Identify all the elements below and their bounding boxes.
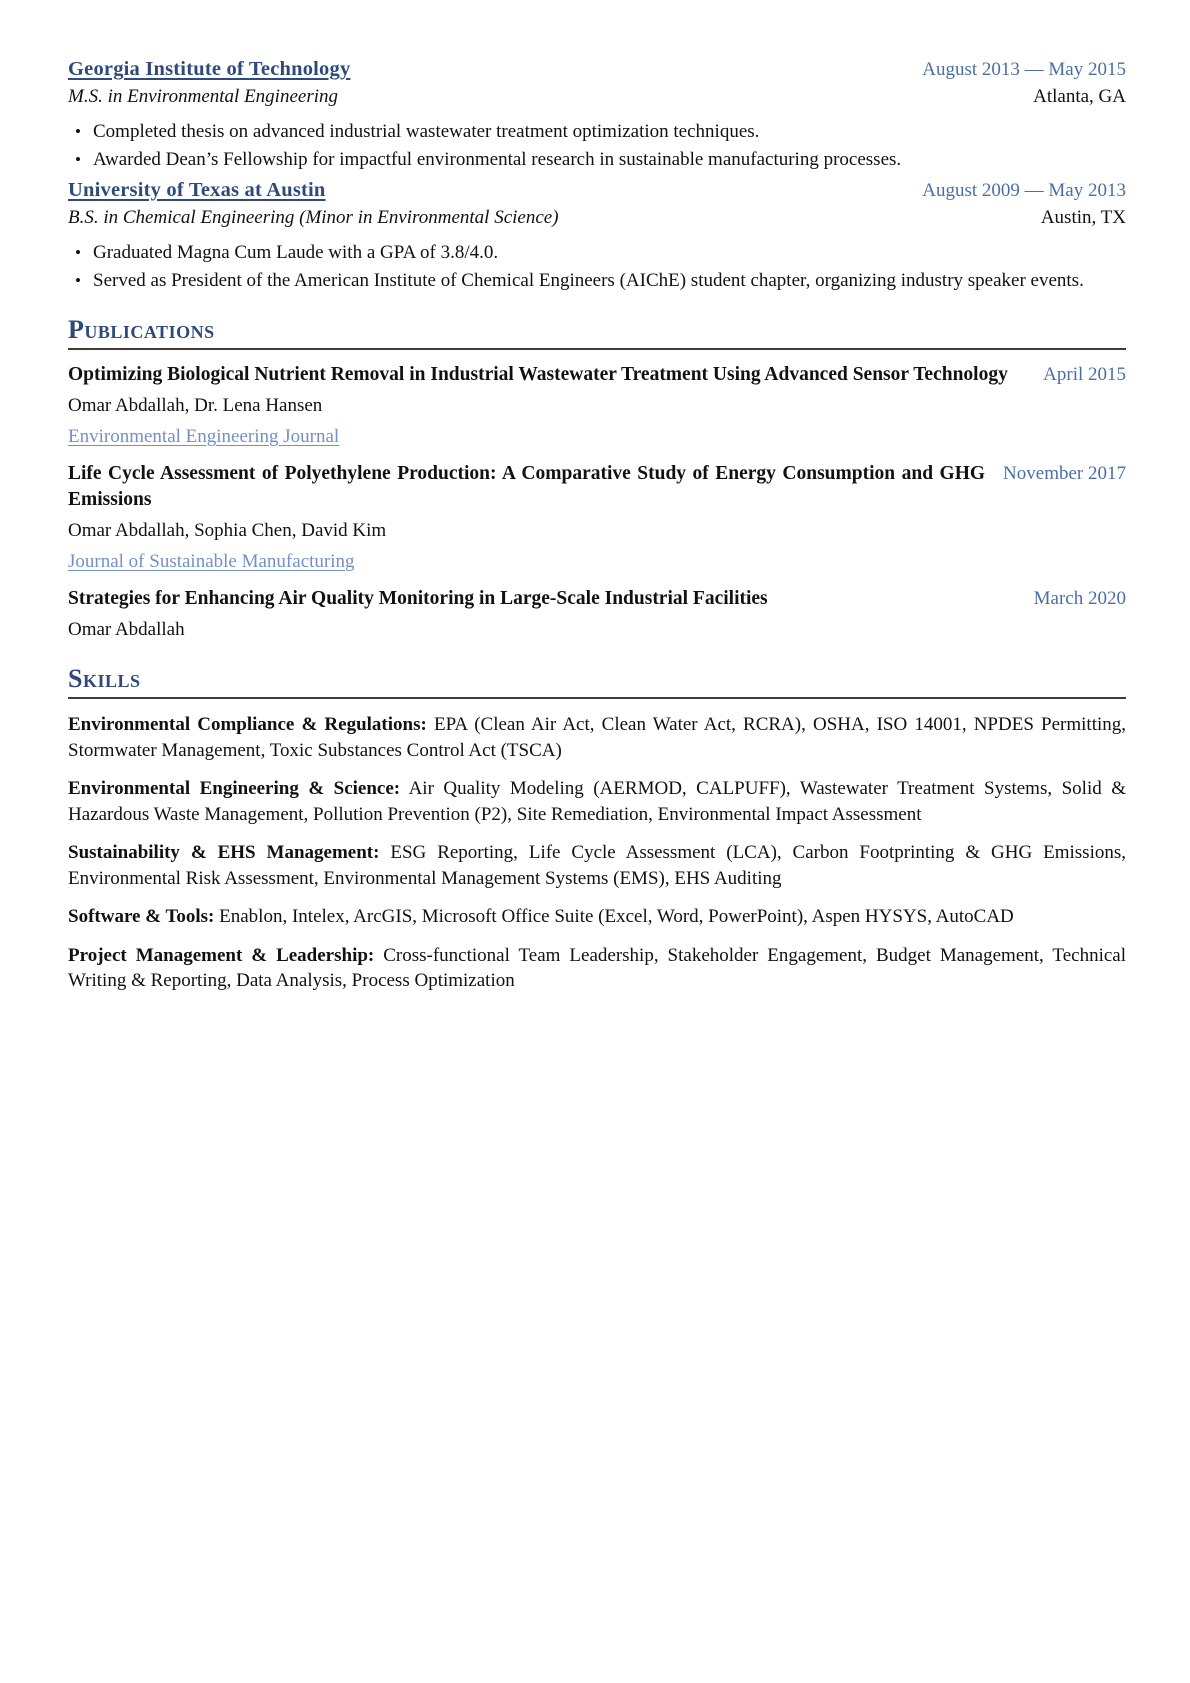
- education-entry-georgia-tech: [68, 56, 1126, 172]
- location-label: Atlanta, GA: [1033, 86, 1126, 107]
- institution-link[interactable]: Georgia Institute of Technology: [68, 58, 351, 80]
- bullet-item: • Completed thesis on advanced industrial wastewater treatment optimization techniques.: [68, 119, 1126, 144]
- skill-text: ESG Reporting, Life Cycle Assessment (LCA), Carbon Footprinting & GHG Emissions, Environmental Risk Assessment, Environmental Management Systems (EMS), EHS Auditing: [68, 842, 1126, 889]
- skill-label: Environmental Compliance & Regulations:: [68, 714, 427, 735]
- skill-group-engineering: [68, 776, 1126, 827]
- skill-group-project-management: [68, 943, 1126, 994]
- skill-text: Air Quality Modeling (AERMOD, CALPUFF), Wastewater Treatment Systems, Solid & Hazardous Waste Management, Pollution Prevention (P2), Site Remediation, Environmental Impact Assessment: [68, 778, 1126, 825]
- education-header: [68, 177, 1126, 203]
- publication-header: [68, 461, 1126, 513]
- location-label: Austin, TX: [1040, 207, 1126, 228]
- publication-authors: Omar Abdallah: [68, 619, 185, 640]
- publication-title: Optimizing Biological Nutrient Removal in Industrial Wastewater Treatment Using Advanced Sensor Technology: [68, 364, 1008, 385]
- skill-group-software: [68, 904, 1126, 930]
- education-bullet-list: [68, 119, 1126, 172]
- bullet-item: • Served as President of the American Institute of Chemical Engineers (AIChE) student chapter, organizing industry speaker events.: [68, 268, 1126, 293]
- skill-label: Sustainability & EHS Management:: [68, 842, 380, 863]
- skill-text: EPA (Clean Air Act, Clean Water Act, RCRA), OSHA, ISO 14001, NPDES Permitting, Stormwater Management, Toxic Substances Control Act (TSCA): [68, 714, 1126, 761]
- education-header: [68, 56, 1126, 82]
- skill-group-sustainability: [68, 840, 1126, 891]
- publication-authors: Omar Abdallah, Sophia Chen, David Kim: [68, 520, 387, 541]
- publication-header: [68, 362, 1126, 388]
- publication-entry: [68, 461, 1126, 574]
- publication-authors: Omar Abdallah, Dr. Lena Hansen: [68, 395, 323, 416]
- skill-text: Cross-functional Team Leadership, Stakeholder Engagement, Budget Management, Technical Writing & Reporting, Data Analysis, Process Optimization: [68, 944, 1126, 991]
- skill-text: Enablon, Intelex, ArcGIS, Microsoft Office Suite (Excel, Word, PowerPoint), Aspen HYSYS, AutoCAD: [219, 906, 1014, 927]
- section-heading-skills: Skills: [68, 664, 1126, 699]
- degree-title: M.S. in Environmental Engineering: [68, 86, 338, 107]
- date-range: August 2009 — May 2013: [922, 180, 1126, 201]
- education-subheader: [68, 205, 1126, 231]
- education-entry-ut-austin: [68, 177, 1126, 293]
- journal-link[interactable]: Environmental Engineering Journal: [68, 426, 340, 447]
- degree-title: B.S. in Chemical Engineering (Minor in Environmental Science): [68, 207, 559, 228]
- publication-title: Strategies for Enhancing Air Quality Monitoring in Large-Scale Industrial Facilities: [68, 588, 768, 609]
- skill-label: Software & Tools:: [68, 906, 215, 927]
- education-subheader: [68, 84, 1126, 110]
- skill-label: Environmental Engineering & Science:: [68, 778, 401, 799]
- date-range: August 2013 — May 2015: [922, 59, 1126, 80]
- publication-header: [68, 586, 1126, 612]
- journal-link[interactable]: Journal of Sustainable Manufacturing: [68, 551, 355, 572]
- bullet-item: • Graduated Magna Cum Laude with a GPA of 3.8/4.0.: [68, 240, 1126, 265]
- publication-entry: [68, 586, 1126, 642]
- publication-date: November 2017: [1003, 463, 1126, 484]
- section-heading-publications: Publications: [68, 315, 1126, 350]
- bullet-item: • Awarded Dean’s Fellowship for impactful environmental research in sustainable manufacturing processes.: [68, 147, 1126, 172]
- skill-label: Project Management & Leadership:: [68, 944, 375, 966]
- publication-date: April 2015: [1043, 364, 1126, 385]
- skill-group-compliance: [68, 712, 1126, 763]
- publication-date: March 2020: [1033, 588, 1126, 609]
- education-bullet-list: [68, 240, 1126, 293]
- publication-title: Life Cycle Assessment of Polyethylene Production: A Comparative Study of Energy Consumption and GHG Emissions: [68, 463, 986, 510]
- publication-entry: [68, 362, 1126, 449]
- institution-link[interactable]: University of Texas at Austin: [68, 179, 326, 201]
